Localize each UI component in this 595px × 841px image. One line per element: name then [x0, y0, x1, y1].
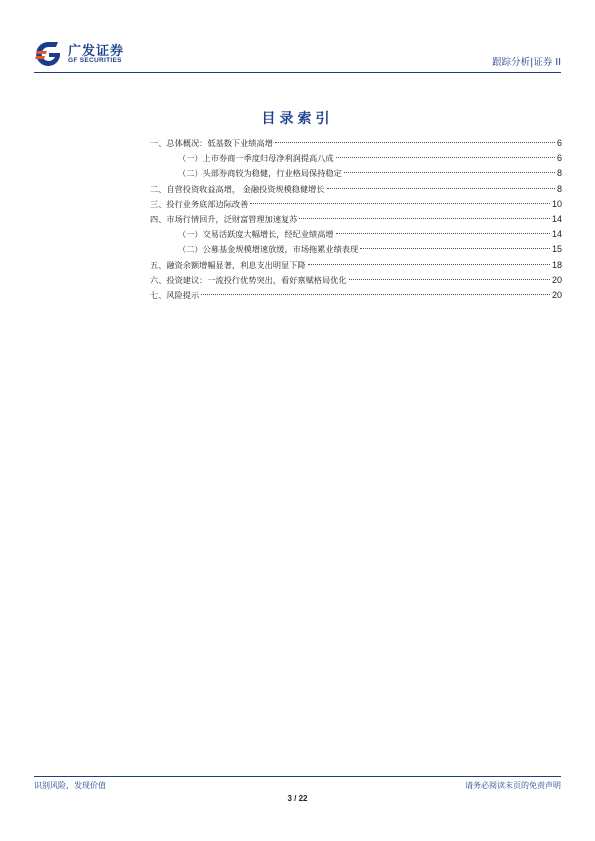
toc-entry[interactable] [150, 227, 562, 242]
toc-entry-page: 14 [551, 229, 562, 240]
toc-entry[interactable] [150, 258, 562, 273]
toc-entry-label: 三、投行业务底部边际改善 [150, 198, 249, 209]
toc-entry-page: 10 [551, 198, 562, 209]
toc-leader-dots [275, 142, 555, 143]
toc-leader-dots [336, 157, 555, 158]
footer-divider [34, 776, 561, 777]
toc-entry-page: 20 [551, 289, 562, 300]
toc-entry-label: 六、投资建议：一流投行优势突出，看好禀赋格局优化 [150, 274, 347, 285]
toc-entry-page: 6 [556, 138, 562, 148]
toc-leader-dots [250, 203, 550, 204]
toc-entry-label: 四、市场行情回升，泛财富管理加速复苏 [150, 213, 298, 224]
toc-entry[interactable] [150, 182, 562, 197]
toc-entry-page: 8 [556, 168, 562, 179]
toc-entry-label: 二、自营投资收益高增， 金融投资规模稳健增长 [150, 183, 325, 194]
toc-leader-dots [344, 172, 555, 173]
toc-leader-dots [299, 218, 550, 219]
toc-leader-dots [360, 248, 550, 249]
toc-entry[interactable] [150, 166, 562, 181]
toc-leader-dots [336, 233, 550, 234]
table-of-contents [150, 136, 562, 303]
toc-entry-page: 20 [551, 274, 562, 285]
toc-leader-dots [201, 294, 550, 295]
toc-entry-label: 七、风险提示 [150, 289, 200, 300]
toc-entry[interactable] [150, 212, 562, 227]
toc-entry[interactable] [150, 151, 562, 166]
toc-leader-dots [327, 188, 555, 189]
toc-entry-label: （二）头部券商较为稳健，行业格局保持稳定 [178, 168, 342, 179]
footer-disclaimer: 请务必阅读末页的免责声明 [465, 781, 561, 790]
toc-title: 目录索引 [261, 111, 334, 127]
toc-entry-page: 8 [556, 183, 562, 194]
toc-leader-dots [349, 279, 550, 280]
toc-entry[interactable] [150, 273, 562, 288]
company-logo [34, 38, 174, 72]
footer-slogan: 识别风险，发现价值 [34, 781, 106, 790]
toc-entry-label: （一）上市券商一季度归母净利润提高八成 [178, 153, 334, 164]
toc-entry-label: 五、融资余额增幅显著，利息支出明显下降 [150, 259, 306, 270]
report-tag: 跟踪分析|证券 II [492, 57, 561, 68]
toc-entry-page: 15 [551, 244, 562, 255]
toc-entry-label: （二）公募基金规模增速放缓，市场拖累业绩表现 [178, 244, 359, 255]
toc-leader-dots [308, 264, 550, 265]
logo-chinese-text: 广发证券 [68, 44, 125, 59]
page-number: 3 / 22 [287, 794, 308, 803]
toc-entry-page: 6 [556, 153, 562, 164]
gf-logo-icon [34, 40, 64, 68]
toc-entry-label: 一、总体概况：低基数下业绩高增 [150, 138, 273, 148]
page-header [34, 38, 561, 72]
header-divider [34, 72, 561, 73]
toc-entry-label: （一）交易活跃度大幅增长，经纪业绩高增 [178, 229, 334, 240]
toc-entry[interactable] [150, 242, 562, 257]
toc-entry-page: 14 [551, 213, 562, 224]
toc-entry-page: 18 [551, 259, 562, 270]
logo-english-text: GF SECURITIES [68, 57, 122, 64]
toc-entry[interactable] [150, 197, 562, 212]
toc-entry[interactable] [150, 288, 562, 303]
toc-entry[interactable] [150, 136, 562, 151]
